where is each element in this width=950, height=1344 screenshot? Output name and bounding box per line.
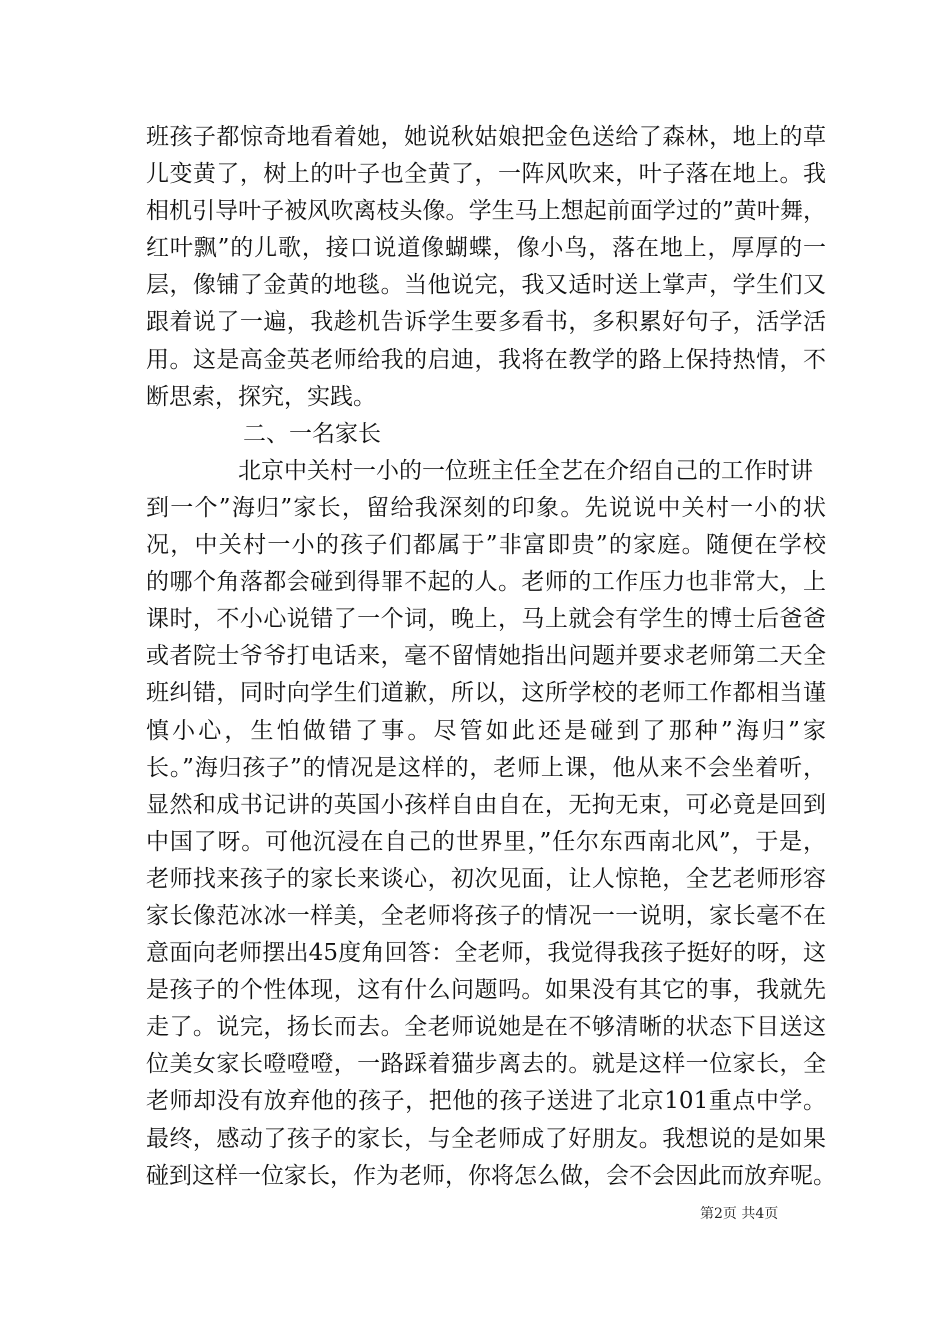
text-line: 红叶飘”的儿歌，接口说道像蝴蝶，像小鸟，落在地上，厚厚的一 bbox=[146, 235, 826, 262]
text-line: 班孩子都惊奇地看着她，她说秋姑娘把金色送给了森林，地上的草 bbox=[146, 124, 826, 150]
paragraph-first-line: 北京中关村一小的一位班主任全艺在介绍自己的工作时讲 bbox=[238, 457, 813, 484]
text-line: 走了。说完，扬长而去。全老师说她是在不够清晰的状态下目送这 bbox=[146, 1014, 826, 1041]
page-number-footer: 第2页 共4页 bbox=[700, 1206, 779, 1222]
text-line: 老师却没有放弃他的孩子，把他的孩子送进了北京101重点中学。 bbox=[146, 1088, 826, 1115]
text-line: 的哪个角落都会碰到得罪不起的人。老师的工作压力也非常大，上 bbox=[146, 569, 826, 596]
text-line: 用。这是高金英老师给我的启迪，我将在教学的路上保持热情，不 bbox=[146, 346, 826, 373]
text-line: 课时，不小心说错了一个词，晚上，马上就会有学生的博士后爸爸 bbox=[146, 606, 826, 633]
section-heading: 二、一名家长 bbox=[243, 420, 381, 447]
text-line: 班纠错，同时向学生们道歉，所以，这所学校的老师工作都相当谨 bbox=[146, 680, 826, 707]
text-line: 或者院士爷爷打电话来，毫不留情她指出问题并要求老师第二天全 bbox=[146, 643, 826, 670]
text-line: 儿变黄了，树上的叶子也全黄了，一阵风吹来，叶子落在地上。我 bbox=[146, 161, 826, 188]
text-line: 意面向老师摆出45度角回答：全老师，我觉得我孩子挺好的呀，这 bbox=[146, 940, 826, 967]
text-line: 是孩子的个性体现，这有什么问题吗。如果没有其它的事，我就先 bbox=[146, 977, 826, 1004]
text-line: 长。”海归孩子”的情况是这样的，老师上课，他从来不会坐着听， bbox=[146, 754, 826, 781]
text-line: 碰到这样一位家长，作为老师，你将怎么做，会不会因此而放弃呢。 bbox=[146, 1162, 836, 1189]
text-line: 相机引导叶子被风吹离枝头像。学生马上想起前面学过的”黄叶舞， bbox=[146, 198, 826, 225]
text-line: 显然和成书记讲的英国小孩样自由自在，无拘无束，可必竟是回到 bbox=[146, 791, 826, 818]
text-line: 层，像铺了金黄的地毯。当他说完，我又适时送上掌声，学生们又 bbox=[146, 272, 826, 299]
text-line: 慎小心，生怕做错了事。尽管如此还是碰到了那种”海归”家 bbox=[146, 717, 826, 744]
text-line: 老师找来孩子的家长来谈心，初次见面，让人惊艳，全艺老师形容 bbox=[146, 865, 826, 892]
text-line: 断思索，探究，实践。 bbox=[146, 383, 376, 410]
document-body bbox=[146, 119, 836, 1195]
text-line: 位美女家长噔噔噔，一路踩着猫步离去的。就是这样一位家长，全 bbox=[146, 1051, 826, 1078]
text-line: 到一个”海归”家长，留给我深刻的印象。先说说中关村一小的状 bbox=[146, 494, 826, 521]
text-line: 跟着说了一遍，我趁机告诉学生要多看书，多积累好句子，活学活 bbox=[146, 309, 826, 336]
text-line: 家长像范冰冰一样美，全老师将孩子的情况一一说明，家长毫不在 bbox=[146, 902, 826, 929]
text-line: 况，中关村一小的孩子们都属于”非富即贵”的家庭。随便在学校 bbox=[146, 532, 826, 559]
text-line: 最终，感动了孩子的家长，与全老师成了好朋友。我想说的是如果 bbox=[146, 1125, 826, 1152]
text-line: 中国了呀。可他沉浸在自己的世界里，”任尔东西南北风”，于是， bbox=[146, 828, 826, 855]
